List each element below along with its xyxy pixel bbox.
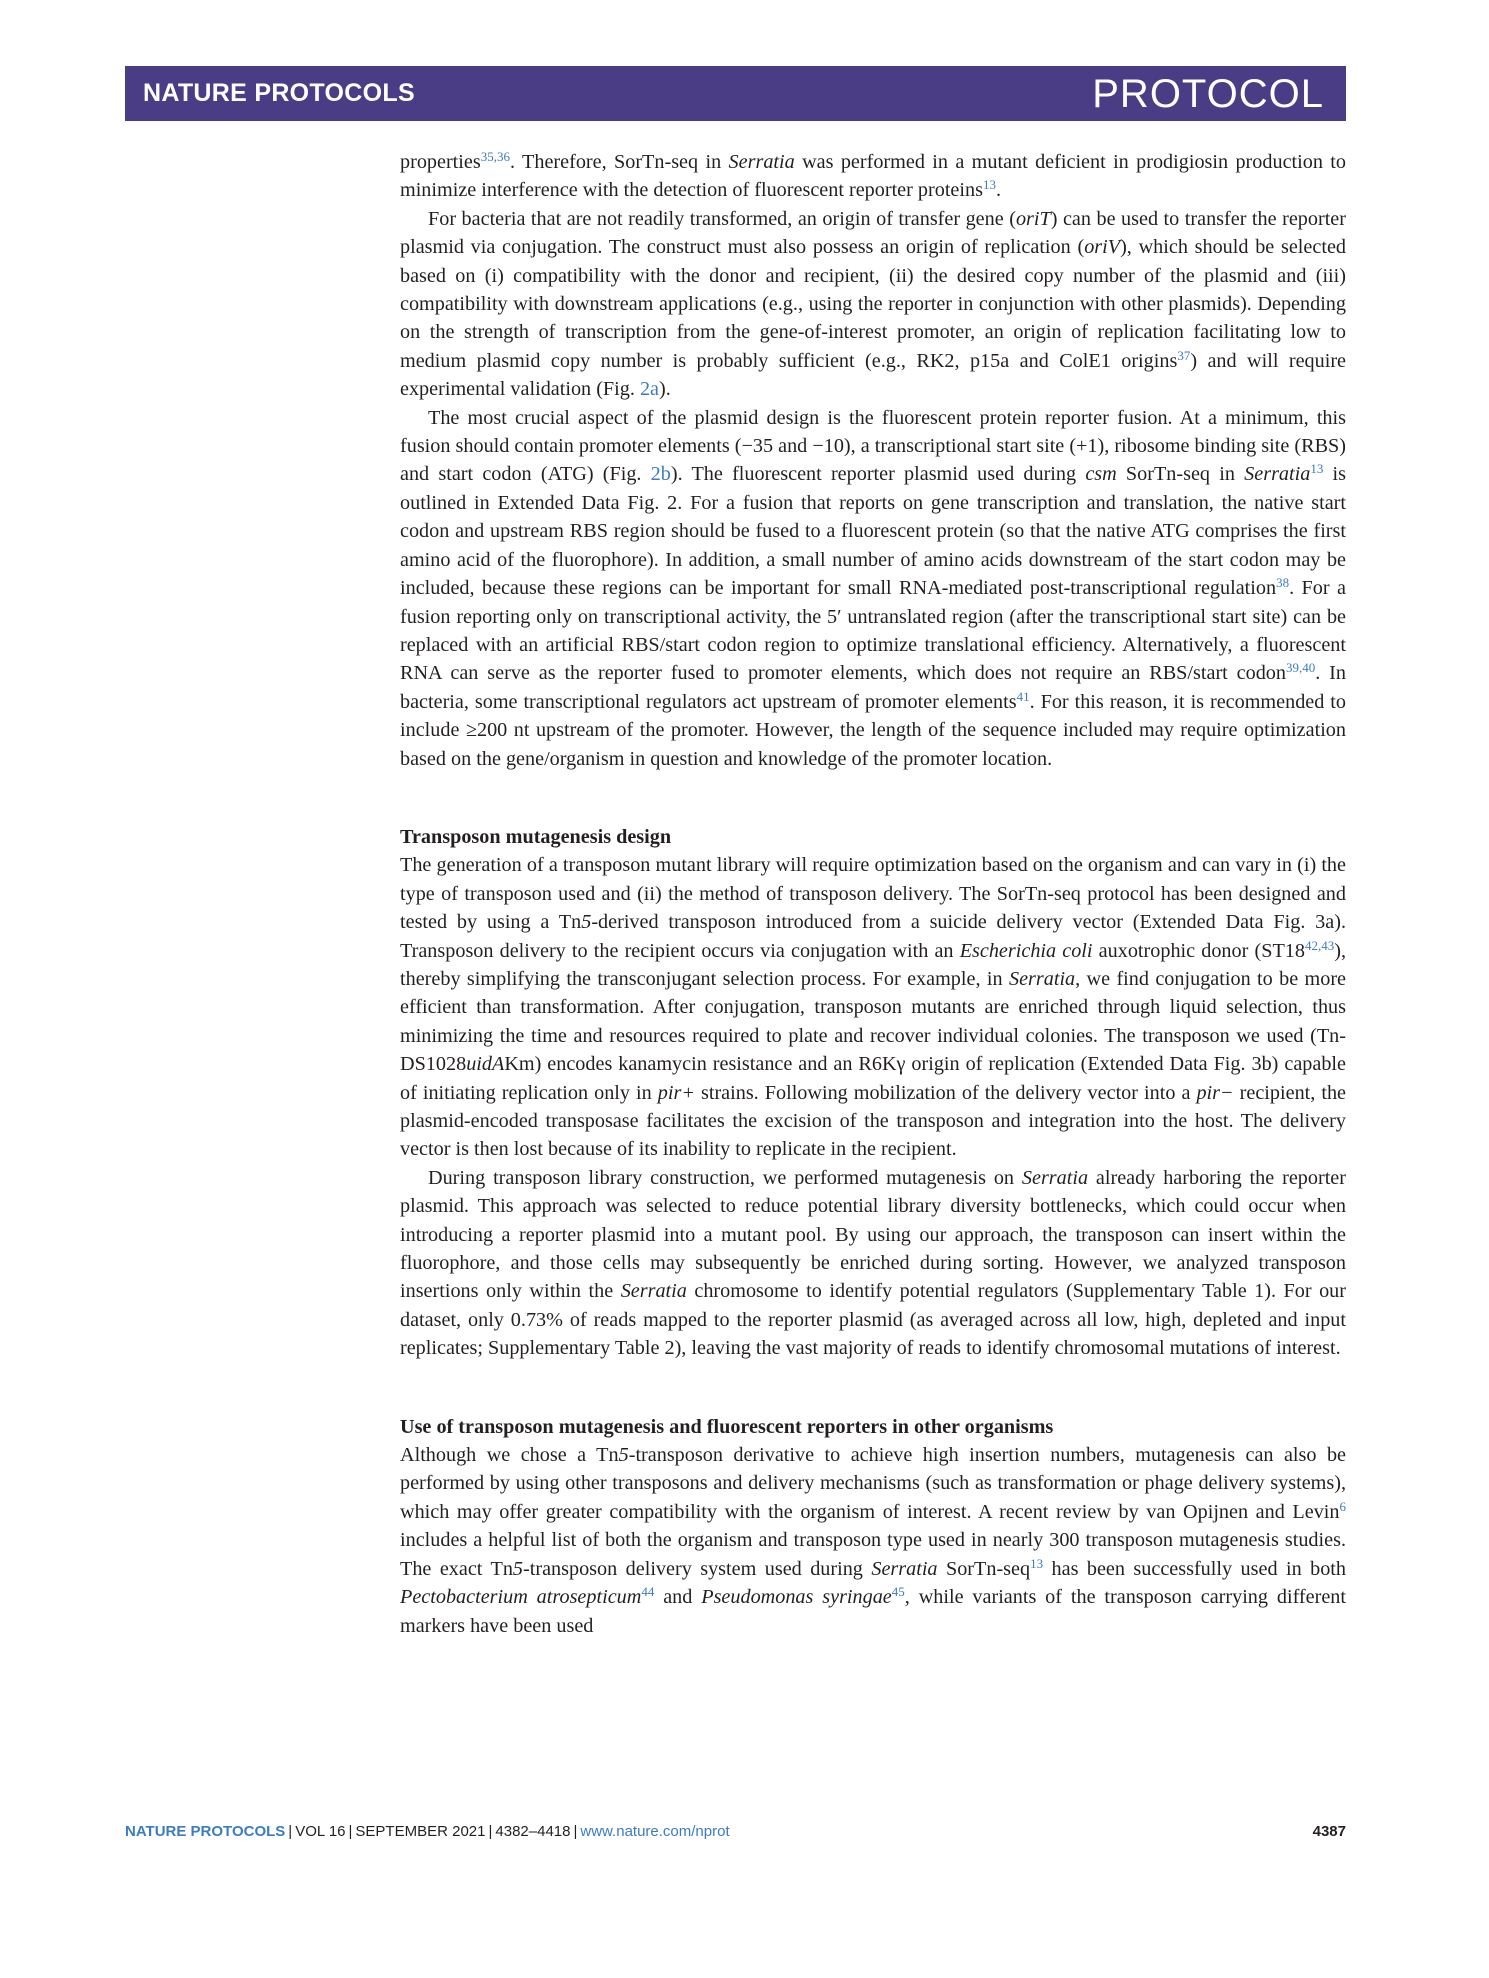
italic-text: oriV <box>1084 236 1121 259</box>
text: , while variants of the transposon carrying different markers have been used <box>400 1586 1346 1637</box>
figure-link[interactable]: 2b <box>650 463 671 486</box>
italic-text: oriT <box>1015 207 1051 230</box>
italic-text: Serratia <box>728 151 795 173</box>
reference-link[interactable]: 13 <box>982 177 996 193</box>
text: ). <box>659 378 671 401</box>
reference-link[interactable]: 13 <box>1310 461 1324 477</box>
footer-separator: | <box>488 1823 493 1840</box>
journal-header-bar <box>125 66 1346 121</box>
text: . <box>995 179 1002 202</box>
italic-text: 5 <box>512 1557 524 1580</box>
text: recipient, the plasmid-encoded transposase facilitates the excision of the transposon and integration into the host. The delivery vector is then lost because of its inability to replicate in the recipient. <box>400 1081 1347 1161</box>
text: ) and will require experimental validation (Fig. <box>400 349 1347 401</box>
italic-text: Pectobacterium atrosepticum <box>400 1586 642 1609</box>
reference-link[interactable]: 45 <box>891 1584 905 1600</box>
text: . In bacteria, some transcriptional regulators act upstream of promoter elements <box>400 662 1346 713</box>
italic-text: uidA <box>466 1053 505 1076</box>
section-heading-other-organisms: Use of transposon mutagenesis and fluorescent reporters in other organisms <box>400 1415 1054 1438</box>
italic-text: Pseudomonas syringae <box>701 1586 892 1609</box>
text: properties <box>400 151 481 173</box>
paragraph-2 <box>400 205 1346 404</box>
text: already harboring the reporter plasmid. This approach was selected to reduce potential library diversity bottlenecks, which could occur when introducing a reporter plasmid into a mutant pool. By using our approach, the transposon can insert within the fluorophore, and those cells may subsequently be enriched during sorting. However, we analyzed transposon insertions only within the <box>400 1166 1346 1303</box>
italic-text: Serratia <box>1021 1166 1089 1189</box>
footer-url-link[interactable]: www.nature.com/nprot <box>580 1823 730 1840</box>
text: ), thereby simplifying the transconjugant selection process. For example, in <box>400 939 1346 990</box>
text: For bacteria that are not readily transformed, an origin of transfer gene ( <box>428 207 1016 230</box>
reference-link[interactable]: 38 <box>1276 575 1290 591</box>
page-footer <box>125 1823 1346 1840</box>
reference-link[interactable]: 35,36 <box>480 149 510 164</box>
text: The generation of a transposon mutant library will require optimization based on the organism and can vary in (i) the type of transposon used and (ii) the method of transposon delivery. The SorTn-seq protocol has been designed and tested by using a Tn <box>400 854 1346 934</box>
italic-text: 5 <box>618 1444 629 1467</box>
text: and <box>654 1586 702 1609</box>
reference-link[interactable]: 6 <box>1339 1498 1346 1514</box>
text: has been successfully used in both <box>1043 1557 1347 1580</box>
journal-name: NATURE PROTOCOLS <box>143 79 415 107</box>
text: ), which should be selected based on (i) compatibility with the donor and recipient, (ii) the desired copy number of the plasmid and (iii) compatibility with downstream applications (e.g., using the reporter in conjunction with other plasmids). Depending on the strength of transcription from the gene-of-interest promoter, an origin of replication facilitating low to medium plasmid copy number is probably sufficient (e.g., RK2, p15a and ColE1 origins <box>400 236 1346 372</box>
text: -transposon derivative to achieve high insertion numbers, mutagenesis can also be performed by using other transposons and delivery mechanisms (such as transformation or phage delivery systems), which may offer greater compatibility with the organism of interest. A recent review by van Opijnen and Levin <box>400 1444 1347 1523</box>
italic-text: pir− <box>1196 1081 1234 1104</box>
text: strains. Following mobilization of the delivery vector into a <box>694 1081 1197 1104</box>
footer-separator: | <box>573 1823 578 1840</box>
text: includes a helpful list of both the organism and transposon type used in nearly 300 transposon mutagenesis studies. The exact Tn <box>400 1529 1346 1580</box>
reference-link[interactable]: 42,43 <box>1304 937 1335 953</box>
paragraph-3 <box>400 404 1346 773</box>
text: is outlined in Extended Data Fig. 2. For a fusion that reports on gene transcription and translation, the native start codon and upstream RBS region should be fused to a fluorescent protein (so that the native ATG comprises the first amino acid of the fluorophore). In addition, a small number of amino acids downstream of the start codon may be included, because these regions can be important for small RNA-mediated post-transcriptional regulation <box>400 463 1347 600</box>
text: Km) encodes kanamycin resistance and an R6Kγ origin of replication (Extended Data Fig. 3b) capable of initiating replication only in <box>400 1053 1346 1104</box>
text: . For this reason, it is recommended to include ≥200 nt upstream of the promoter. However, the length of the sequence included may require optimization based on the gene/organism in question and knowledge of the promoter location. <box>400 690 1346 770</box>
section-heading-transposon-design: Transposon mutagenesis design <box>400 825 672 848</box>
text: ) can be used to transfer the reporter plasmid via conjugation. The construct must also possess an origin of replication ( <box>400 207 1346 259</box>
text: ). The fluorescent reporter plasmid used during <box>670 463 1086 486</box>
footer-journal: NATURE PROTOCOLS <box>125 1823 286 1840</box>
italic-text: Serratia <box>1244 463 1311 486</box>
italic-text: Serratia <box>871 1557 938 1580</box>
footer-pages: 4382–4418 <box>495 1823 571 1840</box>
footer-separator: | <box>288 1823 293 1840</box>
text: -transposon delivery system used during <box>523 1557 872 1580</box>
italic-text: pir+ <box>657 1081 695 1104</box>
footer-volume: VOL 16 <box>295 1823 346 1840</box>
italic-text: Serratia <box>1008 967 1076 990</box>
reference-link[interactable]: 41 <box>1016 688 1030 704</box>
text: auxotrophic donor (ST18 <box>1092 939 1305 962</box>
paragraph-5 <box>400 1164 1346 1363</box>
text: was performed in a mutant deficient in prodigiosin production to minimize interference with the detection of fluorescent reporter proteins <box>400 151 1346 202</box>
italic-text: 5 <box>581 911 592 934</box>
text: . For a fusion reporting only on transcriptional activity, the 5′ untranslated region (after the transcriptional start site) can be replaced with an artificial RBS/start codon region to optimize translational efficiency. Alternatively, a fluorescent RNA can serve as the reporter fused to promoter elements, which does not require an RBS/start codon <box>400 577 1346 685</box>
article-body <box>400 148 1346 1640</box>
text: The most crucial aspect of the plasmid design is the fluorescent protein reporter fusion. At a minimum, this fusion should contain promoter elements (−35 and −10), a transcriptional start site (+1), ribosome binding site (RBS) and start codon (ATG) (Fig. <box>400 406 1346 486</box>
text: SorTn-seq in <box>1116 463 1245 486</box>
italic-text: csm <box>1085 463 1117 486</box>
text: chromosome to identify potential regulators (Supplementary Table 1). For our dataset, only 0.73% of reads mapped to the reporter plasmid (as averaged across all low, high, depleted and input replicates; Supplementary Table 2), leaving the vast majority of reads to identify chromosomal mutations of interest. <box>400 1280 1346 1360</box>
footer-date: SEPTEMBER 2021 <box>355 1823 486 1840</box>
footer-separator: | <box>348 1823 353 1840</box>
italic-text: Serratia <box>620 1280 687 1303</box>
figure-link[interactable]: 2a <box>639 378 660 401</box>
paragraph-1 <box>400 148 1346 205</box>
italic-text: Escherichia coli <box>959 939 1093 962</box>
paragraph-4 <box>400 851 1346 1163</box>
text: Although we chose a Tn <box>400 1444 619 1467</box>
text: -derived transposon introduced from a suicide delivery vector (Extended Data Fig. 3a). Transposon delivery to the recipient occurs via conjugation with an <box>400 911 1346 962</box>
text: During transposon library construction, we performed mutagenesis on <box>428 1166 1022 1189</box>
reference-link[interactable]: 37 <box>1177 347 1191 363</box>
reference-link[interactable]: 39,40 <box>1285 660 1316 676</box>
paragraph-6 <box>400 1441 1346 1640</box>
reference-link[interactable]: 13 <box>1030 1555 1044 1571</box>
text: SorTn-seq <box>937 1557 1031 1580</box>
reference-link[interactable]: 44 <box>641 1584 655 1600</box>
text: . Therefore, SorTn-seq in <box>509 151 729 173</box>
page-number: 4387 <box>1312 1823 1346 1840</box>
text: , we find conjugation to be more efficient than transformation. After conjugation, transposon mutants are enriched through liquid selection, thus minimizing the time and resources required to plate and recover individual colonies. The transposon we used (Tn-DS1028 <box>400 967 1346 1076</box>
article-type-label: PROTOCOL <box>1092 72 1324 116</box>
